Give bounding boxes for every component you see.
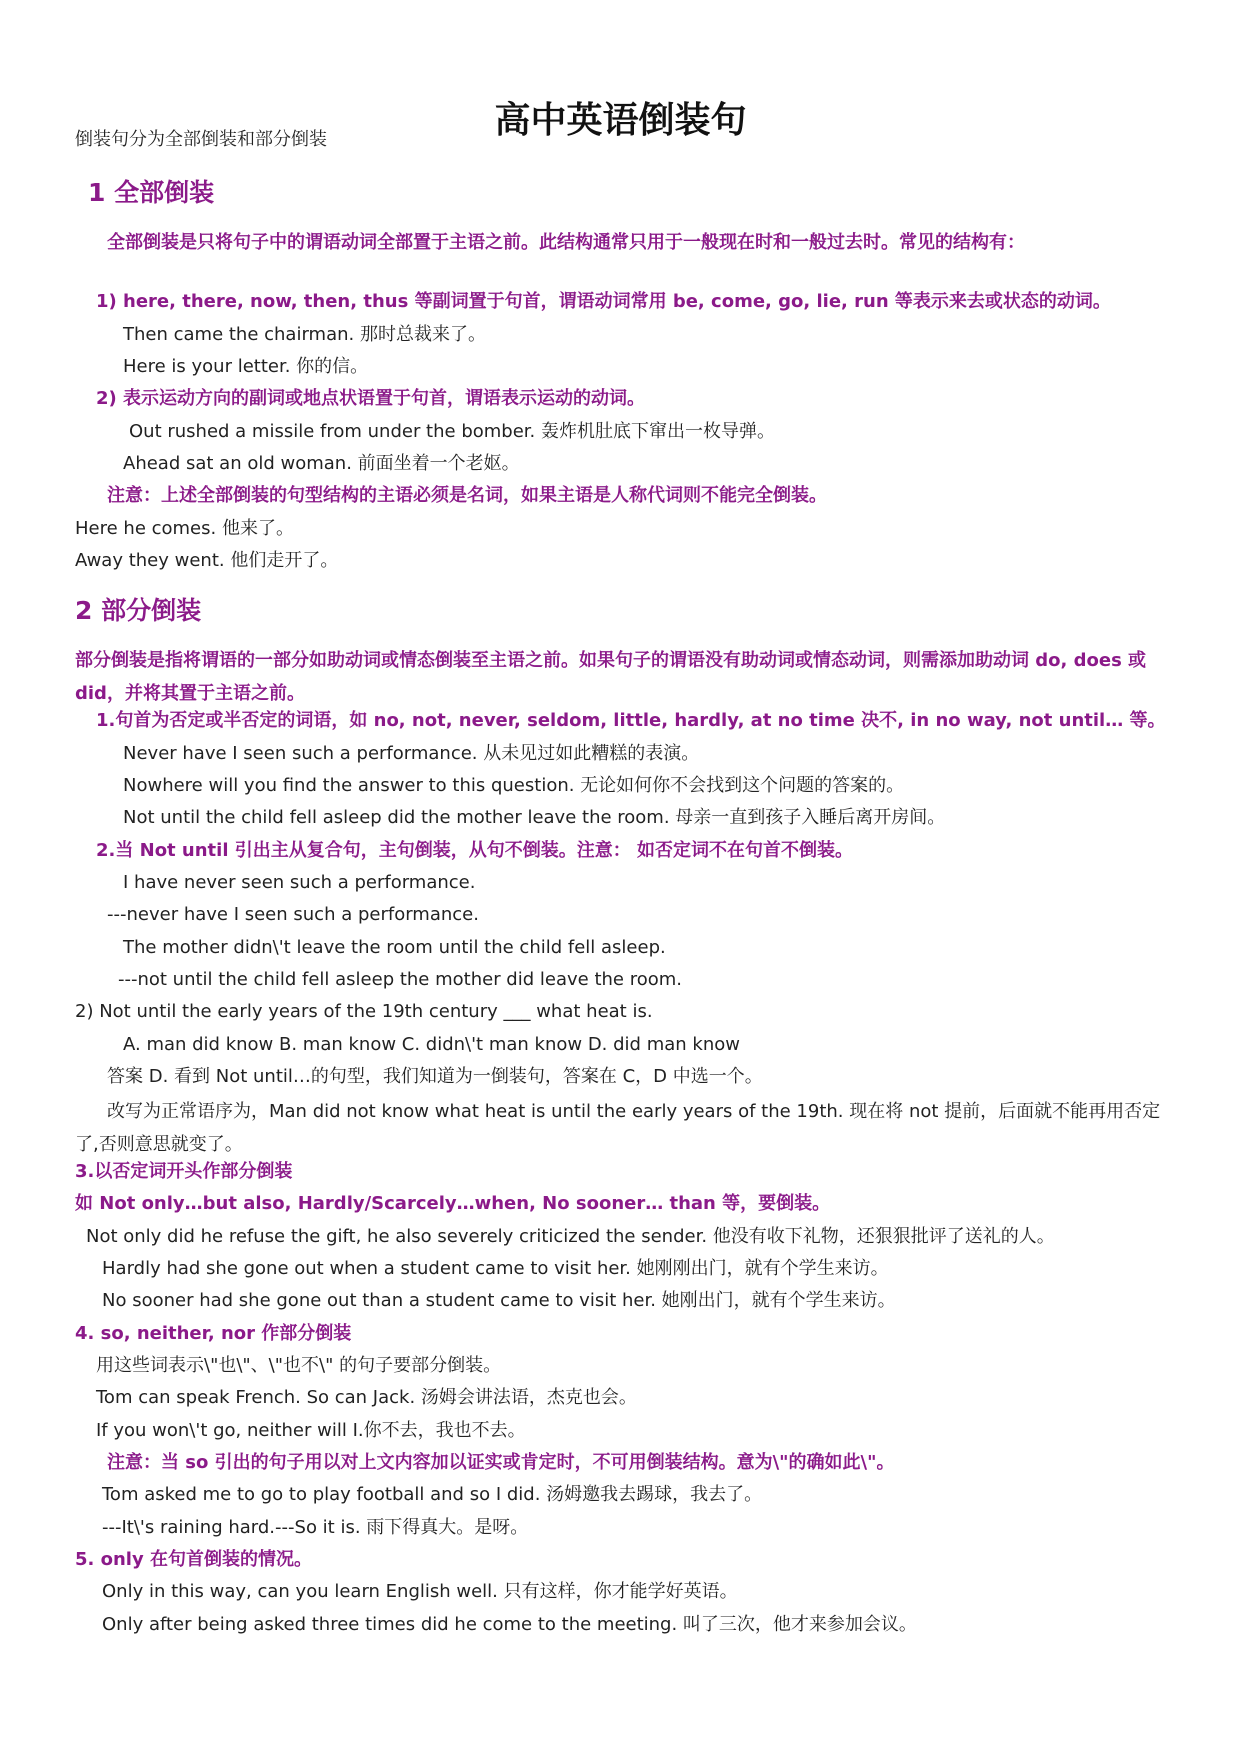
text-line: 部分倒装是指将谓语的一部分如助动词或情态倒装至主语之前。如果句子的谓语没有助动词或情态动词，则需添加助动词 do, does 或 did，并将其置于主语之前。 <box>75 650 1147 704</box>
text-line: Tom asked me to go to play football and so I did. 汤姆邀我去踢球，我去了。 <box>102 1484 763 1505</box>
text-line: 2) 表示运动方向的副词或地点状语置于句首，谓语表示运动的动词。 <box>96 388 646 409</box>
text-line: ---not until the child fell asleep the mother did leave the room. <box>118 969 682 990</box>
text-line: ---never have I seen such a performance. <box>107 904 479 925</box>
text-line: Ahead sat an old woman. 前面坐着一个老妪。 <box>123 453 520 474</box>
text-line: 注意：上述全部倒装的句型结构的主语必须是名词，如果主语是人称代词则不能完全倒装。 <box>107 485 827 506</box>
text-line: Only in this way, can you learn English well. 只有这样，你才能学好英语。 <box>102 1581 738 1602</box>
text-line: 1) here, there, now, then, thus 等副词置于句首，谓语动词常用 be, come, go, lie, run 等表示来去或状态的动词。 <box>96 291 1111 312</box>
text-line: Out rushed a missile from under the bomber. 轰炸机肚底下窜出一枚导弹。 <box>129 421 775 442</box>
text-line: If you won\'t go, neither will I.你不去，我也不去。 <box>96 1420 526 1441</box>
text-line: The mother didn\'t leave the room until the child fell asleep. <box>123 937 666 958</box>
text-line: 2) Not until the early years of the 19th century ___ what heat is. <box>75 1001 653 1022</box>
text-line: 2.当 Not until 引出主从复合句，主句倒装，从句不倒装。注意： 如否定词不在句首不倒装。 <box>96 840 854 861</box>
text-line: 如 Not only…but also, Hardly/Scarcely…when, No sooner… than 等，要倒装。 <box>75 1193 831 1214</box>
text-line: Here he comes. 他来了。 <box>75 518 294 539</box>
section-heading: 2 部分倒装 <box>75 596 202 625</box>
text-line: 答案 D. 看到 Not until…的句型，我们知道为一倒装句，答案在 C，D 中选一个。 <box>107 1066 763 1087</box>
text-line: No sooner had she gone out than a student came to visit her. 她刚出门，就有个学生来访。 <box>102 1290 896 1311</box>
text-line: Hardly had she gone out when a student came to visit her. 她刚刚出门，就有个学生来访。 <box>102 1258 889 1279</box>
text-line: 注意：当 so 引出的句子用以对上文内容加以证实或肯定时，不可用倒装结构。意为\"的确如此\"。 <box>107 1452 895 1473</box>
text-line: Only after being asked three times did he come to the meeting. 叫了三次，他才来参加会议。 <box>102 1614 917 1635</box>
text-line: Here is your letter. 你的信。 <box>123 356 369 377</box>
text-line: Not only did he refuse the gift, he also severely criticized the sender. 他没有收下礼物，还狠狠批评了送礼的人。 <box>86 1226 1055 1247</box>
page-title: 高中英语倒装句 <box>494 99 747 141</box>
text-line: Nowhere will you find the answer to this question. 无论如何你不会找到这个问题的答案的。 <box>123 775 905 796</box>
text-line: 改写为正常语序为，Man did not know what heat is until the early years of the 19th. 现在将 not 提前，后面就不能再用否定了,否则意思就变了。 <box>75 1101 1161 1155</box>
text-line: Away they went. 他们走开了。 <box>75 550 339 571</box>
text-line: Not until the child fell asleep did the mother leave the room. 母亲一直到孩子入睡后离开房间。 <box>123 807 946 828</box>
section-heading: 1 全部倒装 <box>88 178 215 207</box>
text-line: ---It\'s raining hard.---So it is. 雨下得真大。是呀。 <box>102 1517 529 1538</box>
text-line: A. man did know B. man know C. didn\'t man know D. did man know <box>123 1034 740 1055</box>
text-line: 5. only 在句首倒装的情况。 <box>75 1549 312 1570</box>
text-line: 倒装句分为全部倒装和部分倒装 <box>75 129 327 150</box>
text-line: Never have I seen such a performance. 从未见过如此糟糕的表演。 <box>123 743 700 764</box>
text-line: 全部倒装是只将句子中的谓语动词全部置于主语之前。此结构通常只用于一般现在时和一般过去时。常见的结构有： <box>107 232 1025 253</box>
text-line: 3.以否定词开头作部分倒装 <box>75 1161 293 1182</box>
text-line: 4. so, neither, nor 作部分倒装 <box>75 1323 352 1344</box>
text-line: I have never seen such a performance. <box>123 872 476 893</box>
text-line: 用这些词表示\"也\"、\"也不\" 的句子要部分倒装。 <box>96 1355 502 1376</box>
text-line: 1.句首为否定或半否定的词语，如 no, not, never, seldom, little, hardly, at no time 决不, in no way, not until… 等。 <box>96 710 1166 731</box>
text-line: Then came the chairman. 那时总裁来了。 <box>123 324 486 345</box>
text-line: Tom can speak French. So can Jack. 汤姆会讲法语，杰克也会。 <box>96 1387 637 1408</box>
